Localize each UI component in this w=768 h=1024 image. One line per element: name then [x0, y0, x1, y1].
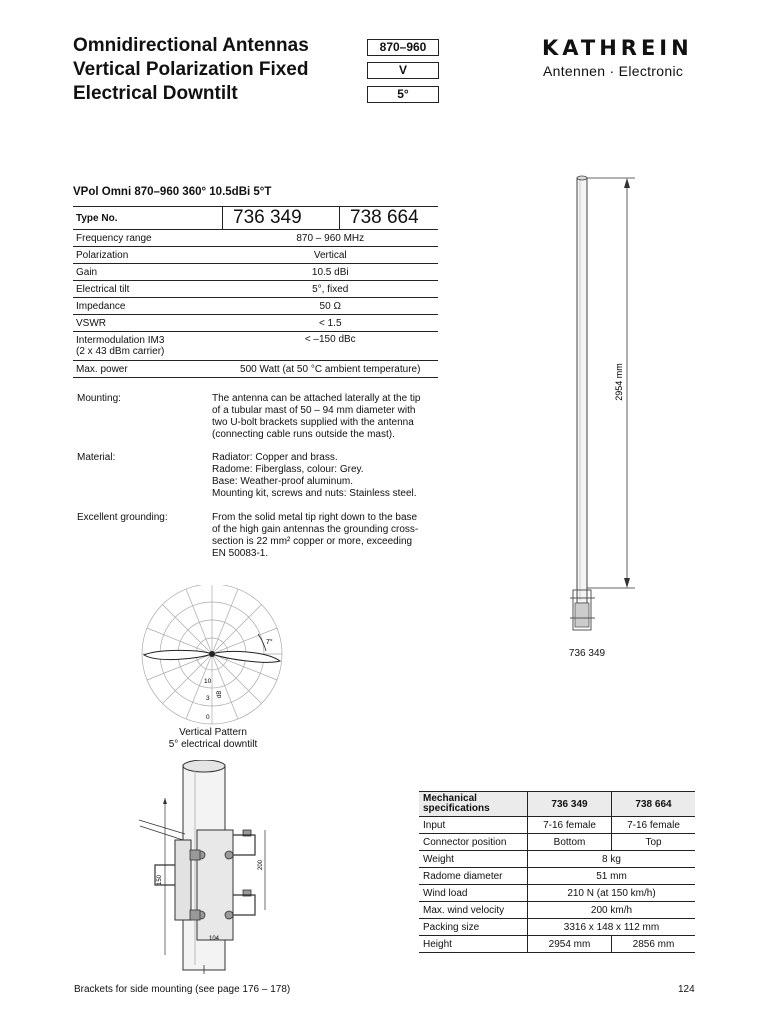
- pattern-unit-label: dB: [217, 690, 223, 698]
- text-line: From the solid metal tip right down to the base: [212, 512, 418, 523]
- spec-label-line: Intermodulation IM3: [76, 335, 165, 346]
- text-line: of a tubular mast of 50 – 94 mm diameter with: [212, 405, 416, 416]
- bracket-dim-150: 150: [157, 874, 163, 885]
- mech-row: [419, 919, 695, 936]
- mech-value: 3316 x 148 x 112 mm: [528, 919, 696, 936]
- grounding-label: Excellent grounding:: [77, 512, 168, 523]
- mech-label: Wind load: [419, 885, 528, 902]
- spec-value: 10.5 dBi: [223, 264, 439, 281]
- spec-row: [73, 247, 438, 264]
- spec-label: Impedance: [73, 298, 223, 315]
- title-line-1: Omnidirectional Antennas: [73, 35, 309, 56]
- spec-value: < 1.5: [223, 315, 439, 332]
- spec-value: 870 – 960 MHz: [223, 230, 439, 247]
- spec-value: 5°, fixed: [223, 281, 439, 298]
- bracket-dim-104: 104: [209, 936, 220, 942]
- antenna-caption: 736 349: [568, 648, 606, 659]
- text-line: two U-bolt brackets supplied with the antenna: [212, 417, 414, 428]
- spec-row: [73, 361, 438, 378]
- pattern-scale-3: 3: [206, 695, 210, 702]
- text-line: Mounting kit, screws and nuts: Stainless steel.: [212, 488, 417, 499]
- spec-label: Max. power: [73, 361, 223, 378]
- pattern-scale-0: 0: [206, 714, 210, 721]
- mech-value: Bottom: [528, 834, 612, 851]
- spec-row: [73, 298, 438, 315]
- title-line-2: Vertical Polarization Fixed: [73, 59, 309, 80]
- antenna-figure: [545, 170, 655, 660]
- mech-value: 2856 mm: [612, 936, 696, 953]
- spec-value: < –150 dBc: [223, 332, 439, 361]
- mech-row: [419, 936, 695, 953]
- spec-row: [73, 332, 438, 361]
- spec-label: Electrical tilt: [73, 281, 223, 298]
- pattern-angle-label: 7°: [266, 639, 273, 646]
- header: [73, 34, 309, 106]
- spec-label: Polarization: [73, 247, 223, 264]
- type-738664: 738 664: [340, 207, 439, 230]
- page-number: 124: [678, 984, 695, 995]
- mounting-label: Mounting:: [77, 393, 121, 404]
- spec-label: [73, 332, 223, 361]
- mech-value: 7-16 female: [612, 817, 696, 834]
- mech-header-label: Mechanical specifications: [419, 792, 528, 817]
- spec-label: VSWR: [73, 315, 223, 332]
- mech-label: Radome diameter: [419, 868, 528, 885]
- spec-header-row: [73, 207, 438, 230]
- pattern-scale-10: 10: [204, 678, 212, 685]
- mech-value: Top: [612, 834, 696, 851]
- spec-row: [73, 230, 438, 247]
- text-line: The antenna can be attached laterally at the tip: [212, 393, 421, 404]
- caption-line: Vertical Pattern: [179, 727, 247, 738]
- material-label: Material:: [77, 452, 116, 463]
- mech-label: Connector position: [419, 834, 528, 851]
- spec-label-line: (2 x 43 dBm carrier): [76, 346, 165, 357]
- mech-header-736349: 736 349: [528, 792, 612, 817]
- text-line: Radome: Fiberglass, colour: Grey.: [212, 464, 364, 475]
- title-line-3: Electrical Downtilt: [73, 83, 238, 104]
- text-line: Radiator: Copper and brass.: [212, 452, 338, 463]
- mech-label: Input: [419, 817, 528, 834]
- mech-label: Packing size: [419, 919, 528, 936]
- mech-row: [419, 868, 695, 885]
- mech-label: Max. wind velocity: [419, 902, 528, 919]
- spec-value: 500 Watt (at 50 °C ambient temperature): [223, 361, 439, 378]
- mech-row: [419, 834, 695, 851]
- spec-label: Frequency range: [73, 230, 223, 247]
- mech-value: 210 N (at 150 km/h): [528, 885, 696, 902]
- mech-row: [419, 885, 695, 902]
- spec-row: [73, 281, 438, 298]
- spec-value: 50 Ω: [223, 298, 439, 315]
- bracket-figure: [135, 760, 275, 975]
- bracket-dim-200: 200: [258, 859, 264, 870]
- mech-value: 200 km/h: [528, 902, 696, 919]
- spec-row: [73, 264, 438, 281]
- footer-note: Brackets for side mounting (see page 176 – 178): [74, 984, 291, 995]
- spec-row: [73, 315, 438, 332]
- mech-label: Weight: [419, 851, 528, 868]
- mech-row: [419, 851, 695, 868]
- text-line: section is 22 mm² copper or more, exceeding: [212, 536, 413, 547]
- tag-tilt: 5°: [367, 86, 439, 103]
- brand-logo: KATHREIN: [542, 36, 693, 60]
- grounding-text: [212, 512, 418, 560]
- spec-table: [73, 206, 438, 378]
- material-text: [212, 452, 417, 500]
- mech-header-738664: 738 664: [612, 792, 696, 817]
- mech-row: [419, 817, 695, 834]
- vertical-pattern-diagram: [138, 585, 288, 730]
- mech-value: 51 mm: [528, 868, 696, 885]
- mech-value: 2954 mm: [528, 936, 612, 953]
- mech-row: [419, 902, 695, 919]
- type-736349: 736 349: [223, 207, 340, 230]
- product-title: VPol Omni 870–960 360° 10.5dBi 5°T: [73, 186, 272, 198]
- mech-label: Height: [419, 936, 528, 953]
- antenna-height-label: 2954 mm: [614, 363, 624, 401]
- mech-value: 8 kg: [528, 851, 696, 868]
- mounting-text: [212, 393, 420, 441]
- brand-subtitle: Antennen · Electronic: [543, 63, 684, 79]
- tag-polarization: V: [367, 62, 439, 79]
- tag-frequency: 870–960: [367, 39, 439, 56]
- text-line: (connecting cable runs outside the mast).: [212, 429, 395, 440]
- spec-label: Gain: [73, 264, 223, 281]
- mech-value: 7-16 female: [528, 817, 612, 834]
- text-line: Base: Weather-proof aluminum.: [212, 476, 353, 487]
- text-line: of the high gain antennas the grounding cross-: [212, 524, 419, 535]
- mech-header-row: [419, 792, 695, 817]
- type-label: Type No.: [73, 207, 223, 230]
- spec-value: Vertical: [223, 247, 439, 264]
- text-line: EN 50083-1.: [212, 548, 269, 559]
- mechanical-table: [419, 791, 695, 953]
- caption-line: 5° electrical downtilt: [168, 739, 258, 750]
- pattern-caption: [150, 727, 276, 751]
